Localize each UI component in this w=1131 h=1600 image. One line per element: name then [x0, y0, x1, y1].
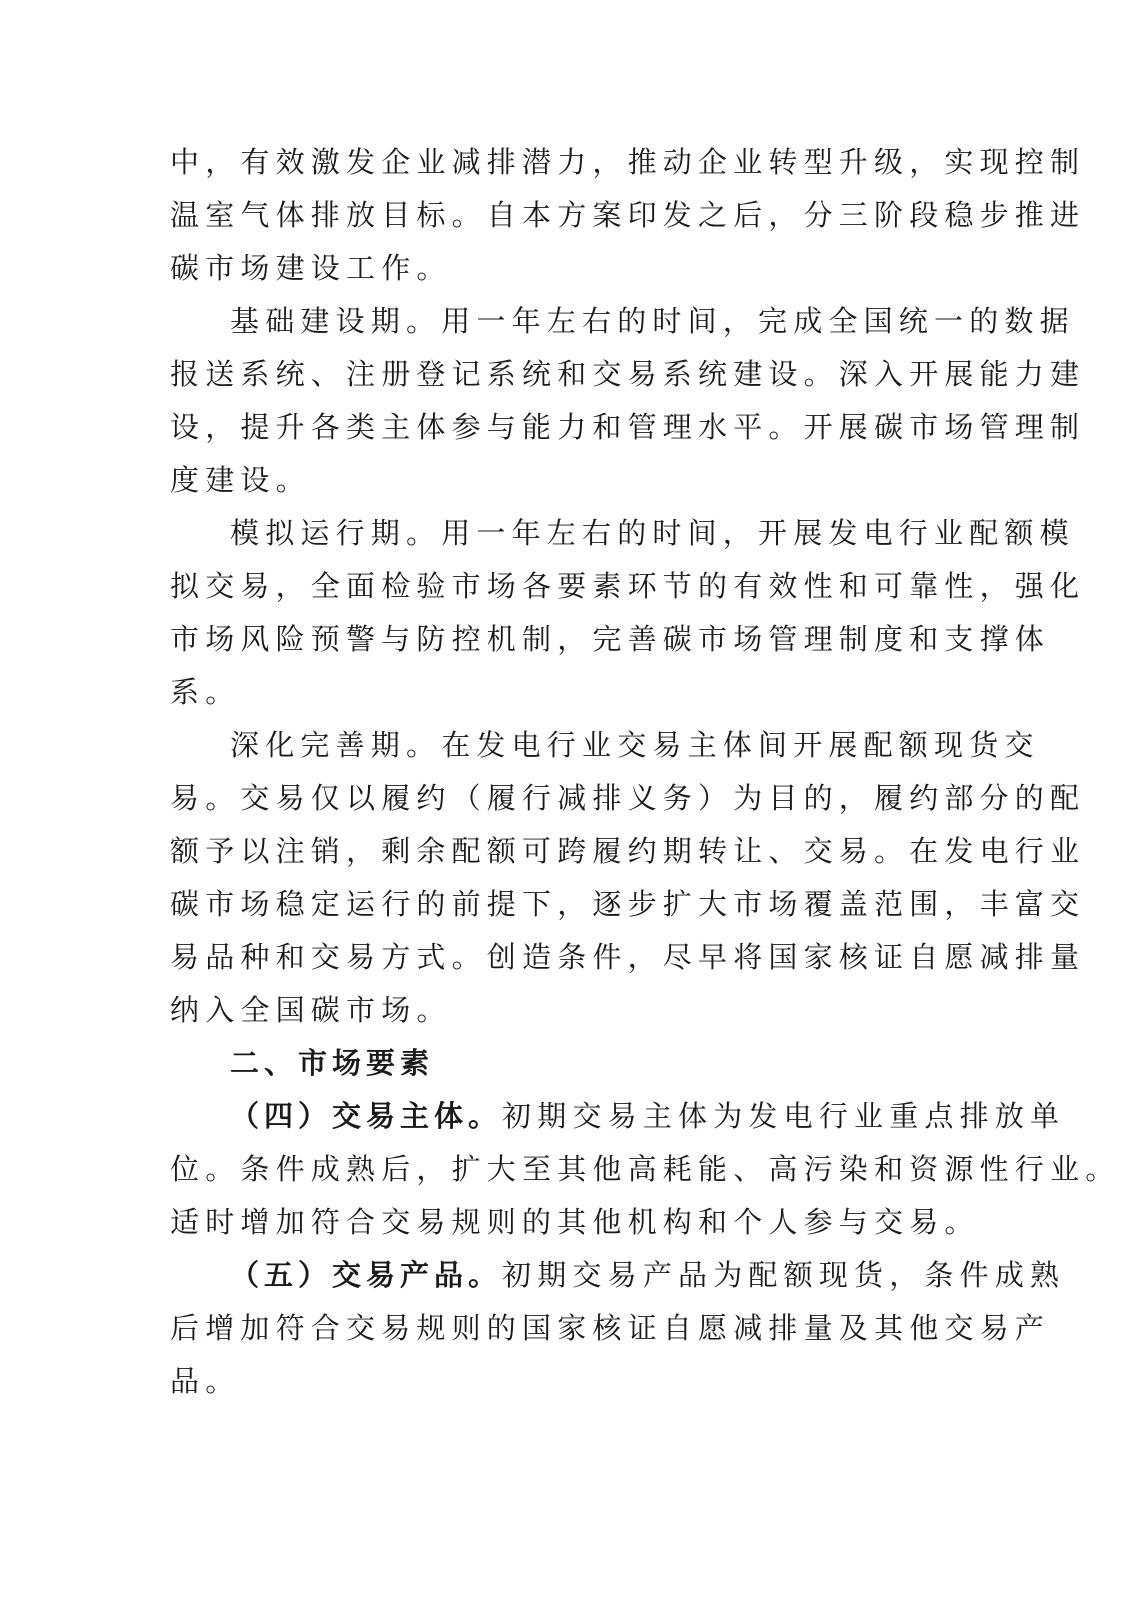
text-line: 系。: [170, 675, 241, 709]
text-line: 碳市场建设工作。: [170, 251, 452, 285]
text-line: 易。交易仅以履约（履行减排义务）为目的，履约部分的配: [170, 781, 1086, 815]
paragraph-intro: [170, 136, 1086, 295]
paragraph-phase-2: [170, 507, 1086, 719]
text-line: 拟交易，全面检验市场各要素环节的有效性和可靠性，强化: [170, 569, 1086, 603]
section-market-elements: [170, 1037, 950, 1090]
text-line: 纳入全国碳市场。: [170, 993, 452, 1027]
text-line: 位。条件成熟后，扩大至其他高耗能、高污染和资源性行业。: [170, 1152, 1121, 1186]
text-line: 报送系统、注册登记系统和交易系统建设。深入开展能力建: [170, 357, 1086, 391]
item-text: 初期交易产品为配额现货，条件成熟: [502, 1258, 1066, 1292]
item-trading-entities: [170, 1090, 1121, 1249]
item-text: 初期交易主体为发电行业重点排放单: [502, 1099, 1066, 1133]
text-line: 模拟运行期。用一年左右的时间，开展发电行业配额模: [230, 516, 1075, 550]
text-line: 深化完善期。在发电行业交易主体间开展配额现货交: [230, 728, 1040, 762]
text-line: [170, 1090, 1066, 1143]
text-line: 品。: [170, 1364, 241, 1398]
item-label: （五）交易产品。: [230, 1258, 503, 1292]
text-line: 设，提升各类主体参与能力和管理水平。开展碳市场管理制: [170, 410, 1086, 444]
text-line: [170, 1249, 1066, 1302]
text-line: 基础建设期。用一年左右的时间，完成全国统一的数据: [230, 304, 1075, 338]
text-line: 易品种和交易方式。创造条件，尽早将国家核证自愿减排量: [170, 940, 1086, 974]
item-label: （四）交易主体。: [230, 1099, 503, 1133]
document-page: [170, 136, 1121, 1408]
text-line: 中，有效激发企业减排潜力，推动企业转型升级，实现控制: [170, 145, 1086, 179]
text-line: 后增加符合交易规则的国家核证自愿减排量及其他交易产: [170, 1311, 1051, 1345]
section-heading: 二、市场要素: [230, 1046, 435, 1080]
text-line: 额予以注销，剩余配额可跨履约期转让、交易。在发电行业: [170, 834, 1086, 868]
item-trading-products: [170, 1249, 1066, 1408]
text-line: 温室气体排放目标。自本方案印发之后，分三阶段稳步推进: [170, 198, 1086, 232]
paragraph-phase-3: [170, 719, 1086, 1037]
text-line: 适时增加符合交易规则的其他机构和个人参与交易。: [170, 1205, 980, 1239]
text-line: 度建设。: [170, 463, 311, 497]
text-line: 碳市场稳定运行的前提下，逐步扩大市场覆盖范围，丰富交: [170, 887, 1086, 921]
text-line: 市场风险预警与防控机制，完善碳市场管理制度和支撑体: [170, 622, 1051, 656]
paragraph-phase-1: [170, 295, 1086, 507]
